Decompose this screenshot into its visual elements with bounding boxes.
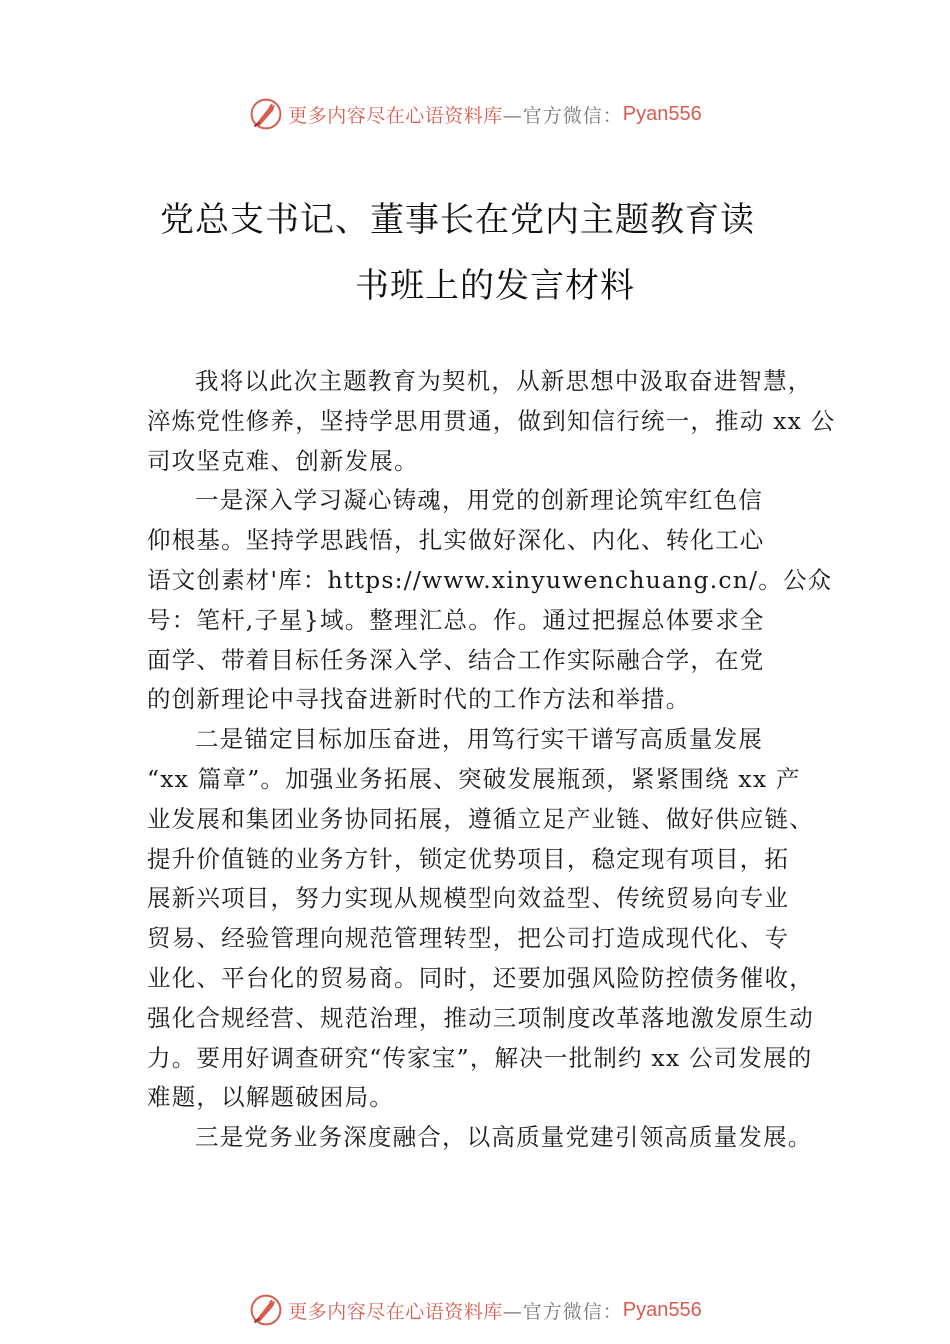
body-line: 三是党务业务深度融合，以高质量党建引领高质量发展。 [195,1123,813,1152]
banner-wechat-id: Pyan556 [622,102,702,125]
body-line: 我将以此次主题教育为契机，从新思想中汲取奋进智慧， [195,367,813,395]
banner-brand-text: 更多内容尽在心语资料库 [288,1300,503,1323]
body-line: 号：笔杆,子星}域。整理汇总。作。通过把握总体要求全 [147,605,765,634]
header-watermark-banner [0,94,950,134]
banner-brand-text: 更多内容尽在心语资料库 [288,104,503,127]
body-line: 司攻坚克难、创新发展。 [147,446,419,475]
quill-logo-icon [248,1292,284,1328]
banner-wechat-label: —官方微信： [502,1300,623,1323]
body-line: 提升价值链的业务方针，锁定优势项目，稳定现有项目，拓 [147,844,790,873]
body-line: 业发展和集团业务协同拓展，遵循立足产业链、做好供应链、 [147,804,814,833]
body-line: 业化、平台化的贸易商。同时，还要加强风险防控债务催收， [147,963,814,992]
body-line: 贸易、经验管理向规范管理转型，把公司打造成现代化、专 [147,924,790,953]
banner-wechat-id: Pyan556 [622,1298,702,1321]
body-line: 淬炼党性修养，坚持学思用贯通，做到知信行统一，推动 xx 公 [147,406,836,435]
body-line: 二是锚定目标加压奋进，用笃行实干谱写高质量发展 [195,725,764,754]
body-line: 面学、带着目标任务深入学、结合工作实际融合学，在党 [147,645,765,674]
footer-watermark-banner [0,1290,950,1330]
body-line: 难题，以解题破困局。 [147,1083,394,1112]
body-line: 一是深入学习凝心铸魂，用党的创新理论筑牢红色信 [195,486,764,515]
body-line: 强化合规经营、规范治理，推动三项制度改革落地激发原生动 [147,1003,814,1032]
body-line: “xx 篇章”。加强业务拓展、突破发展瓶颈，紧紧围绕 xx 产 [147,764,801,793]
body-line: 的创新理论中寻找奋进新时代的工作方法和举措。 [147,685,691,714]
body-line: 展新兴项目，努力实现从规模型向效益型、传统贸易向专业 [147,884,790,913]
body-line: 力。要用好调查研究“传家宝”，解决一批制约 xx 公司发展的 [147,1043,813,1072]
banner-wechat-label: —官方微信： [502,104,623,127]
document-title-line-2: 书班上的发言材料 [355,266,635,306]
document-body [147,362,837,1158]
body-line: 仰根基。坚持学思践悟，扎实做好深化、内化、转化工心 [147,526,765,555]
quill-logo-icon [248,96,284,132]
document-title-line-1: 党总支书记、董事长在党内主题教育读 [160,200,755,240]
body-line: 语文创素材'库：https://www.xinyuwenchuang.cn/。公众 [147,565,833,594]
